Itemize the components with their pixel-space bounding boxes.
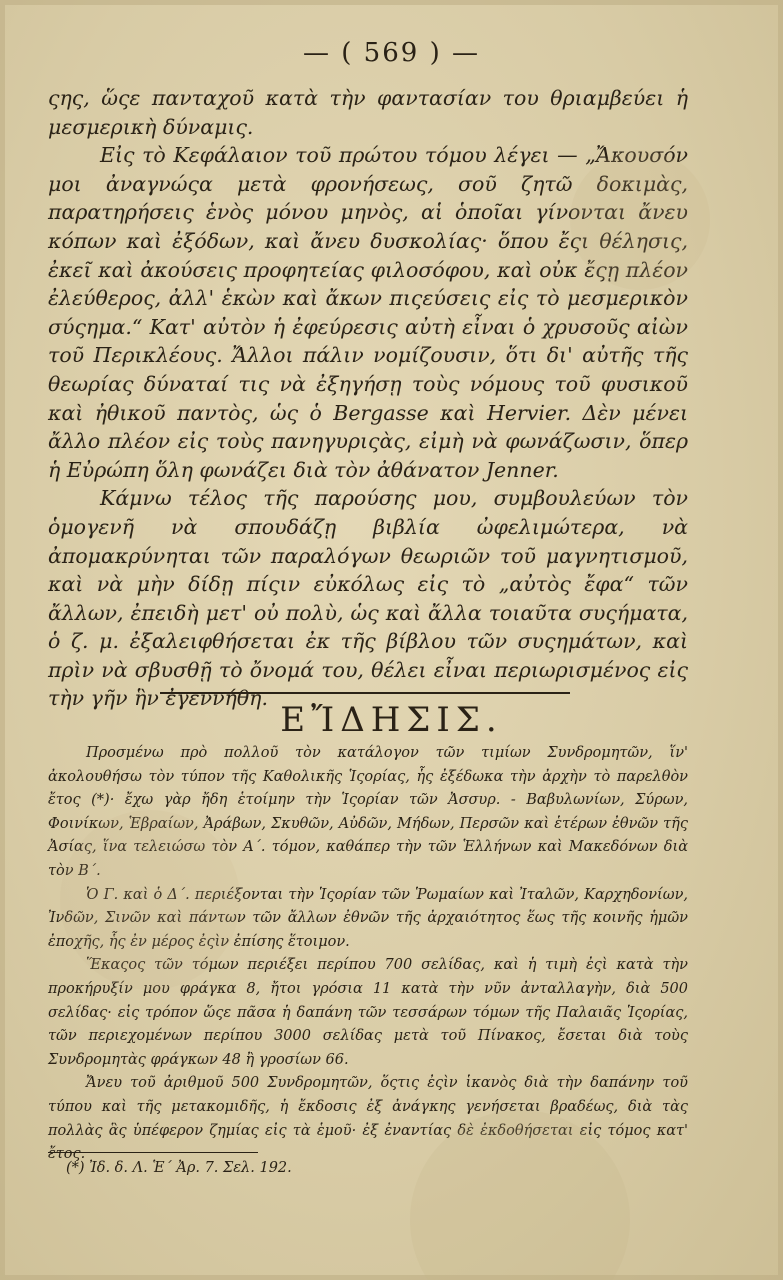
notice-paragraph: Προσμένω πρὸ πολλοῦ τὸν κατάλογον τῶν τιμίων Συνδρομητῶν, ἵν' ἀκολουθήσω τὸν τύπον τῆς Καθολικῆς Ἱςορίας, ἧς ἐξέδωκα τὴν ἀρχὴν τὸ παρελθὸν ἔτος (*)· ἔχω γὰρ ἤδη ἑτοίμην τὴν Ἱςορίαν τῶν Ἀσσυρ. - Βαβυλωνίων, Σύρων, Φοινίκων, Ἑβραίων, Ἀράβων, Σκυθῶν, Αὐδῶν, Μήδων, Περσῶν καὶ ἑτέρων ἐθνῶν τῆς Ἀσίας, ἵνα τελειώσω τὸν Α΄. τόμον, καθάπερ τὴν τῶν Ἑλλήνων καὶ Μακεδόνων διὰ τὸν Β΄. — [48, 745, 688, 879]
main-text-block — [48, 84, 688, 713]
notice-paragraph: Ἕκαςος τῶν τόμων περιέξει περίπου 700 σελίδας, καὶ ἡ τιμὴ ἐςὶ κατὰ τὴν προκήρυξίν μου φράγκα 8, ἤτοι γρόσια 11 κατὰ τὴν νῦν ἀνταλλαγὴν, διὰ 500 σελίδας· εἰς τρόπον ὥςε πᾶσα ἡ δαπάνη τῶν τεσσάρων τόμων τῆς Παλαιᾶς Ἱςορίας, τῶν περιεχομένων περίπου 3000 σελίδας μετὰ τοῦ Πίνακος, ἔσεται διὰ τοὺς Συνδρομητὰς φράγκων 48 ἢ γροσίων 66. — [48, 957, 688, 1068]
notice-text-block — [48, 742, 688, 1167]
footnote-divider — [48, 1152, 258, 1153]
paragraph-continuation: ςης, ὥςε πανταχοῦ κατὰ τὴν φαντασίαν του θριαμβεύει ἡ μεσμερικὴ δύναμις. — [48, 86, 688, 139]
page-number-header: — ( 569 ) — — [303, 38, 480, 68]
paragraph-conclusion: Κάμνω τέλος τῆς παρούσης μου, συμβουλεύων τὸν ὁμογενῆ νὰ σπουδάζῃ βιβλία ὠφελιμώτερα, νὰ ἀπομακρύνηται τῶν παραλόγων θεωριῶν τοῦ μαγνητισμοῦ, καὶ νὰ μὴν δίδῃ πίςιν εὐκόλως εἰς τὸ „αὐτὸς ἔφα“ τῶν ἄλλων, ἐπειδὴ μετ' οὐ πολὺ, ὡς καὶ ἄλλα τοιαῦτα συςήματα, ὁ ζ. μ. ἐξαλειφθήσεται ἐκ τῆς βίβλου τῶν συςημάτων, καὶ πρὶν νὰ σβυσθῇ τὸ ὄνομά του, θέλει εἶναι περιωρισμένος εἰς τὴν γῆν ἣν ἐγεννήθη. — [48, 486, 688, 711]
notice-paragraph: Ἄνευ τοῦ ἀριθμοῦ 500 Συνδρομητῶν, ὅςτις ἐςὶν ἱκανὸς διὰ τὴν δαπάνην τοῦ τύπου καὶ τῆς μετακομιδῆς, ἡ ἔκδοσις ἐξ ἀνάγκης γενήσεται βραδέως, διὰ τὰς πολλὰς ἃς ὑπέφερον ζημίας εἰς τὰ ἑμοῦ· ἐξ ἐναντίας δὲ ἐκδοθήσεται εἰς τόμος κατ' ἔτος. — [48, 1075, 688, 1163]
section-divider — [160, 692, 570, 694]
notice-title: ΕἼΔΗΣΙΣ. — [280, 700, 503, 740]
footnote: (*) Ἰδ. δ. Λ. Ἑ΄ Ἀρ. 7. Σελ. 192. — [66, 1160, 292, 1176]
paragraph-mesmerism-quote: Εἰς τὸ Κεφάλαιον τοῦ πρώτου τόμου λέγει — „Ἄκουσόν μοι ἀναγνώςα μετὰ φρονήσεως, σοῦ ζητῶ δοκιμὰς, παρατηρήσεις ἑνὸς μόνου μηνὸς, αἱ ὁποῖαι γίνονται ἄνευ κόπων καὶ ἐξόδων, καὶ ἄνευ δυσκολίας· ὅπου ἔςι θέλησις, ἐκεῖ καὶ ἀκούσεις προφητείας φιλοσόφου, καὶ οὐκ ἔςῃ πλέον ἐλεύθερος, ἀλλ' ἑκὼν καὶ ἄκων πιςεύσεις εἰς τὸ μεσμερικὸν σύςημα.“ Κατ' αὐτὸν ἡ ἐφεύρεσις αὐτὴ εἶναι ὁ χρυσοῦς αἰὼν τοῦ Περικλέους. Ἄλλοι πάλιν νομίζουσιν, ὅτι δι' αὐτῆς τῆς θεωρίας δύναταί τις νὰ ἐξηγήσῃ τοὺς νόμους τοῦ φυσικοῦ καὶ ἠθικοῦ παντὸς, ὡς ὁ Bergasse καὶ Hervier. Δὲν μένει ἄλλο πλέον εἰς τοὺς πανηγυριςὰς, εἰμὴ νὰ φωνάζωσιν, ὅπερ ἡ Εὐρώπη ὅλη φωνάζει διὰ τὸν ἀθάνατον Jenner. — [48, 143, 688, 482]
notice-paragraph: Ὁ Γ. καὶ ὁ Δ΄. περιέξονται τὴν Ἱςορίαν τῶν Ῥωμαίων καὶ Ἰταλῶν, Καρχηδονίων, Ἰνδῶν, Σινῶν καὶ πάντων τῶν ἄλλων ἐθνῶν τῆς ἀρχαιότητος ἕως τῆς κοινῆς ἡμῶν ἐποχῆς, ἧς ἐν μέρος ἐςὶν ἐπίσης ἕτοιμον. — [48, 886, 688, 950]
